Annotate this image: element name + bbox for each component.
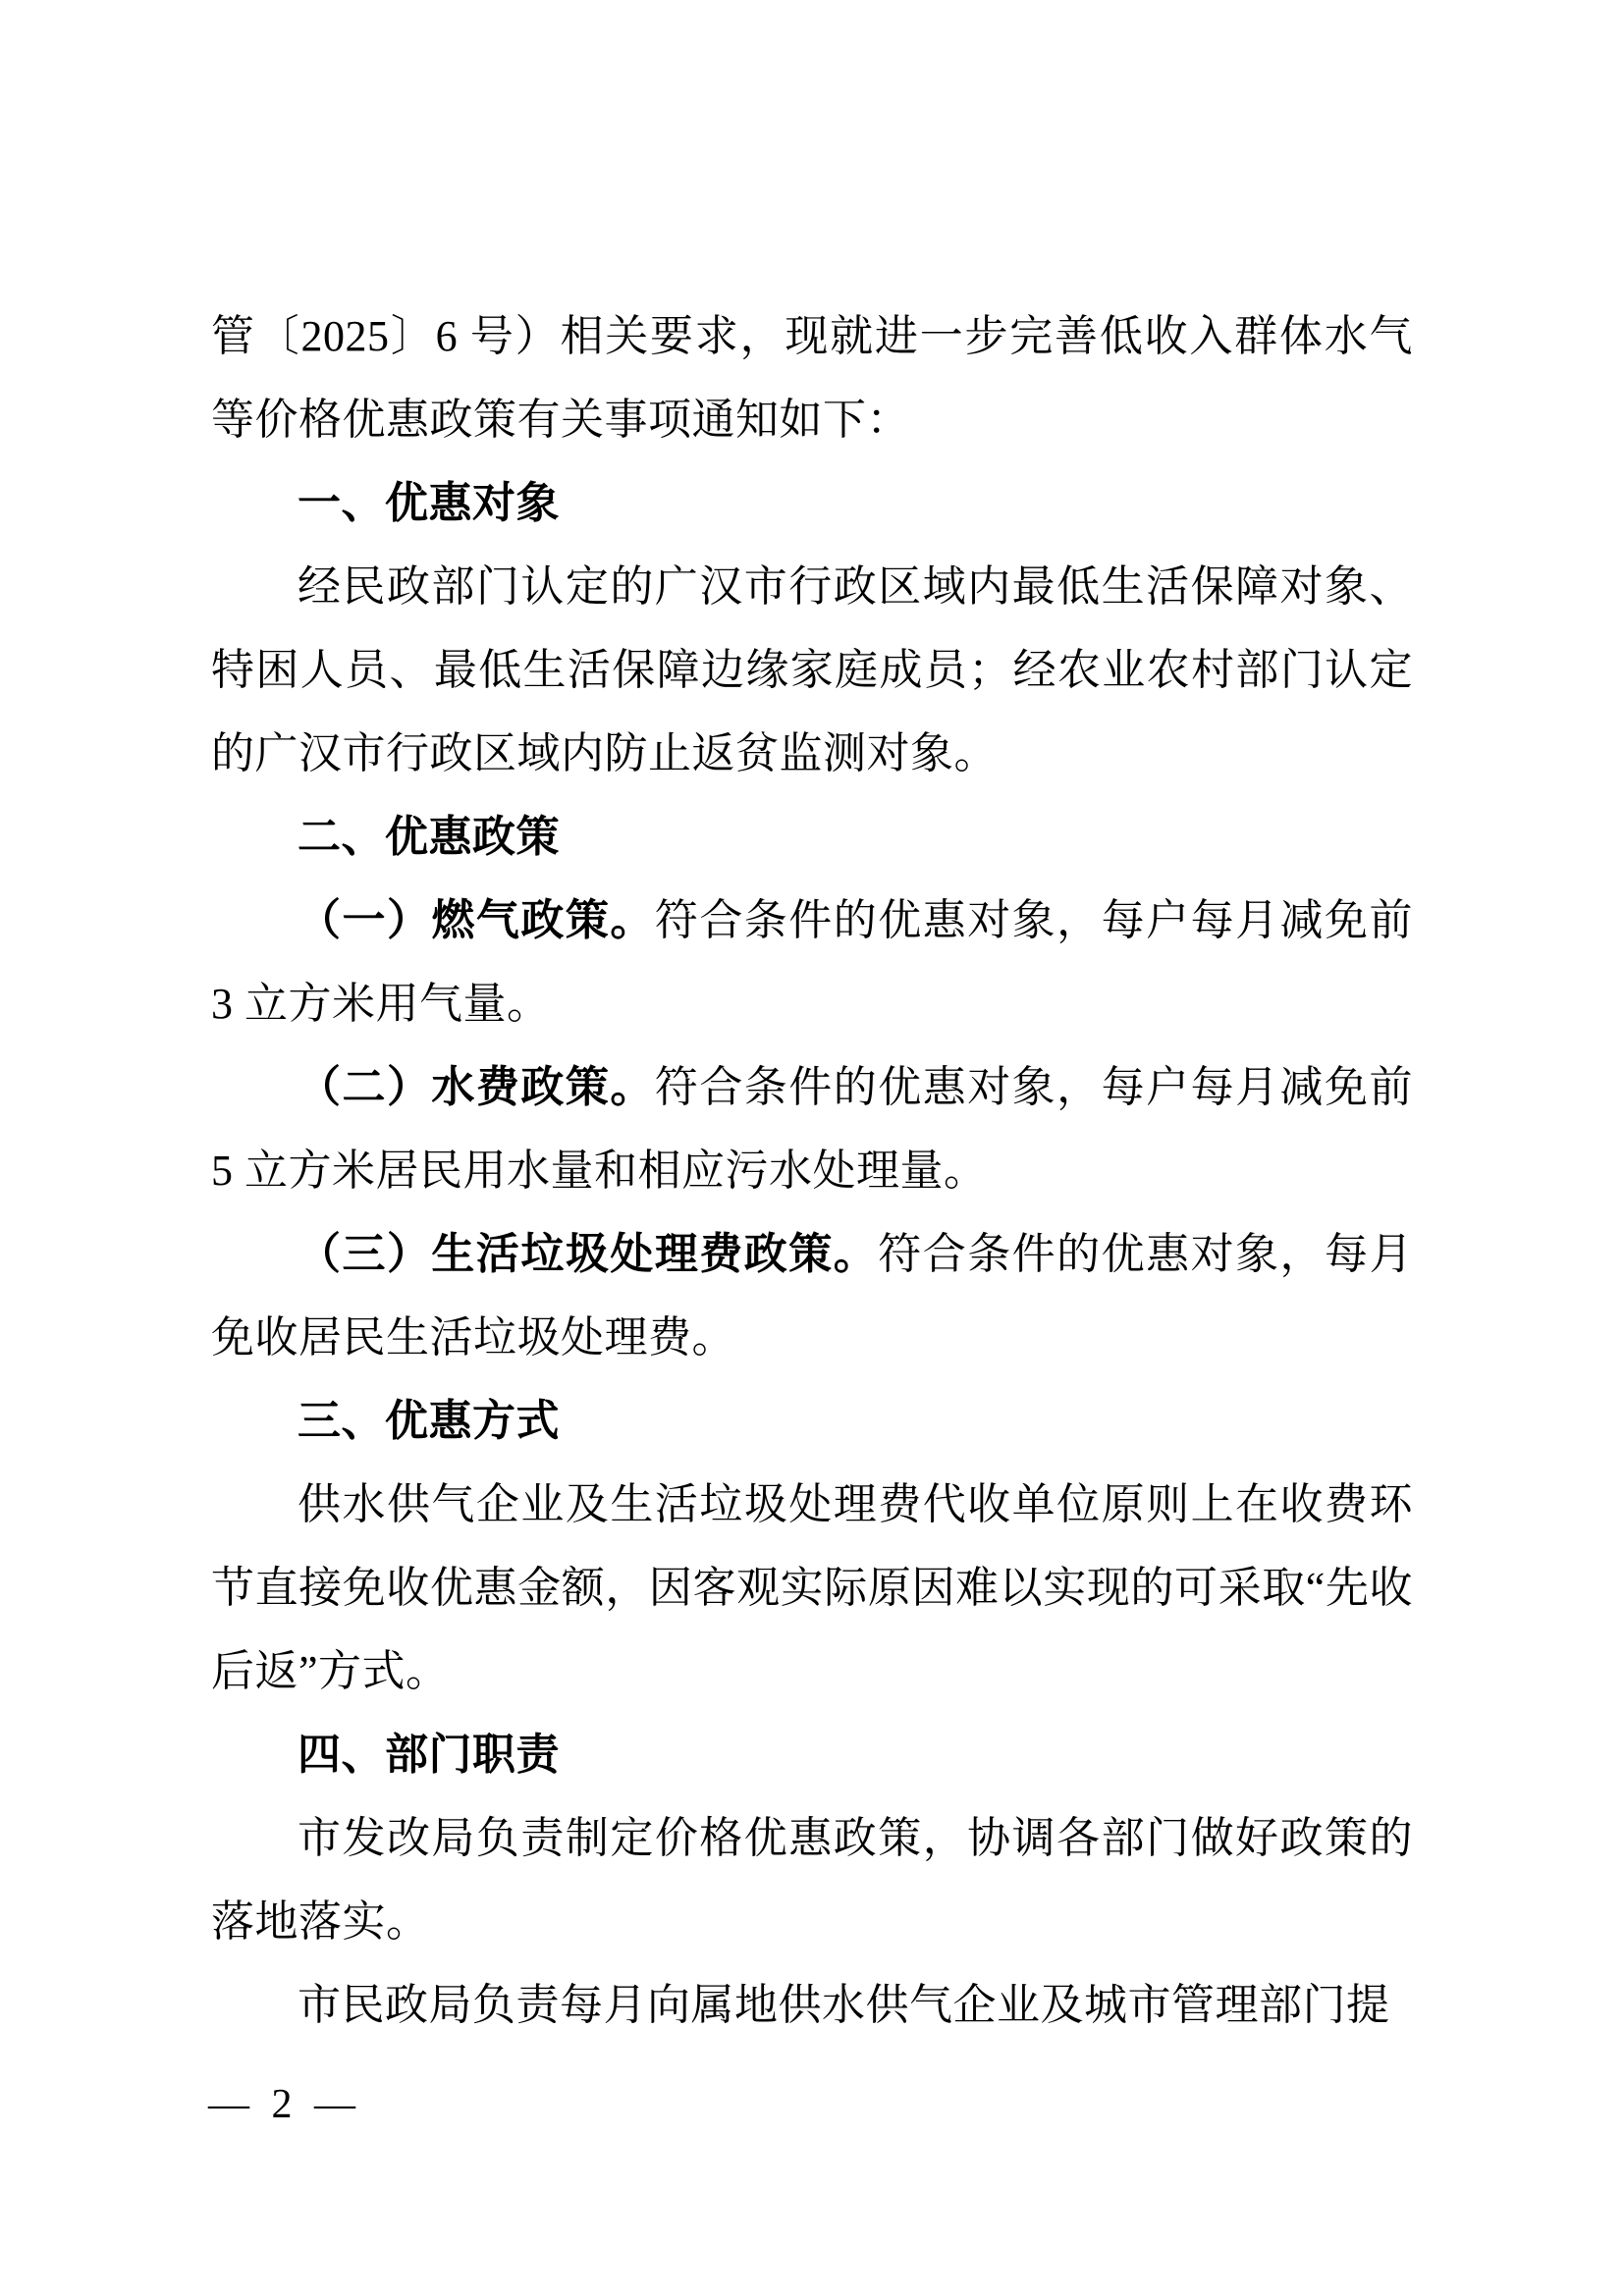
text-run: 市民政局负责每月向属地供水供气企业及城市管理部门提 xyxy=(298,1981,1390,2029)
paragraph-minzheng-duty xyxy=(211,1963,1413,2047)
text-run: 符合条件的优惠对象，每户每月减免前 5 立方米居民用水量和相应污水处理量。 xyxy=(211,1063,1414,1195)
paragraph-intro-continuation xyxy=(211,294,1413,461)
text-run: 管〔2025〕6 号）相关要求，现就进一步完善低收入群体水气等价格优惠政策有关事项通知如下： xyxy=(211,312,1413,444)
bold-text-run: （三）生活垃圾处理费政策。 xyxy=(298,1230,879,1278)
text-run: 符合条件的优惠对象，每户每月减免前 3 立方米用气量。 xyxy=(211,896,1414,1028)
bold-text-run: （二）水费政策。 xyxy=(298,1063,655,1111)
bold-text-run: 四、部门职责 xyxy=(298,1731,560,1779)
paragraph-section-3 xyxy=(211,1463,1413,1713)
bold-text-run: 二、优惠政策 xyxy=(298,813,560,861)
bold-text-run: 一、优惠对象 xyxy=(298,479,560,527)
paragraph-water-policy xyxy=(211,1045,1413,1212)
section-heading-2 xyxy=(211,795,1413,879)
section-heading-1 xyxy=(211,461,1413,545)
section-heading-4 xyxy=(211,1713,1413,1796)
paragraph-garbage-fee-policy xyxy=(211,1212,1413,1379)
section-heading-3 xyxy=(211,1379,1413,1463)
bold-text-run: （一）燃气政策。 xyxy=(298,896,655,944)
text-run: 供水供气企业及生活垃圾处理费代收单位原则上在收费环节直接免收优惠金额，因客观实际原因难以实现的可采取“先收后返”方式。 xyxy=(211,1480,1413,1695)
paragraph-gas-policy xyxy=(211,879,1413,1045)
page-number: — 2 — xyxy=(208,2082,355,2127)
paragraph-fagai-duty xyxy=(211,1796,1413,1963)
document-body xyxy=(211,294,1413,2047)
paragraph-section-1 xyxy=(211,545,1413,795)
bold-text-run: 三、优惠方式 xyxy=(298,1397,560,1445)
text-run: 符合条件的优惠对象，每月免收居民生活垃圾处理费。 xyxy=(211,1230,1414,1362)
text-run: 经民政部门认定的广汉市行政区域内最低生活保障对象、特困人员、最低生活保障边缘家庭成员；经农业农村部门认定的广汉市行政区域内防止返贫监测对象。 xyxy=(211,562,1413,777)
text-run: 市发改局负责制定价格优惠政策，协调各部门做好政策的落地落实。 xyxy=(211,1814,1413,1946)
